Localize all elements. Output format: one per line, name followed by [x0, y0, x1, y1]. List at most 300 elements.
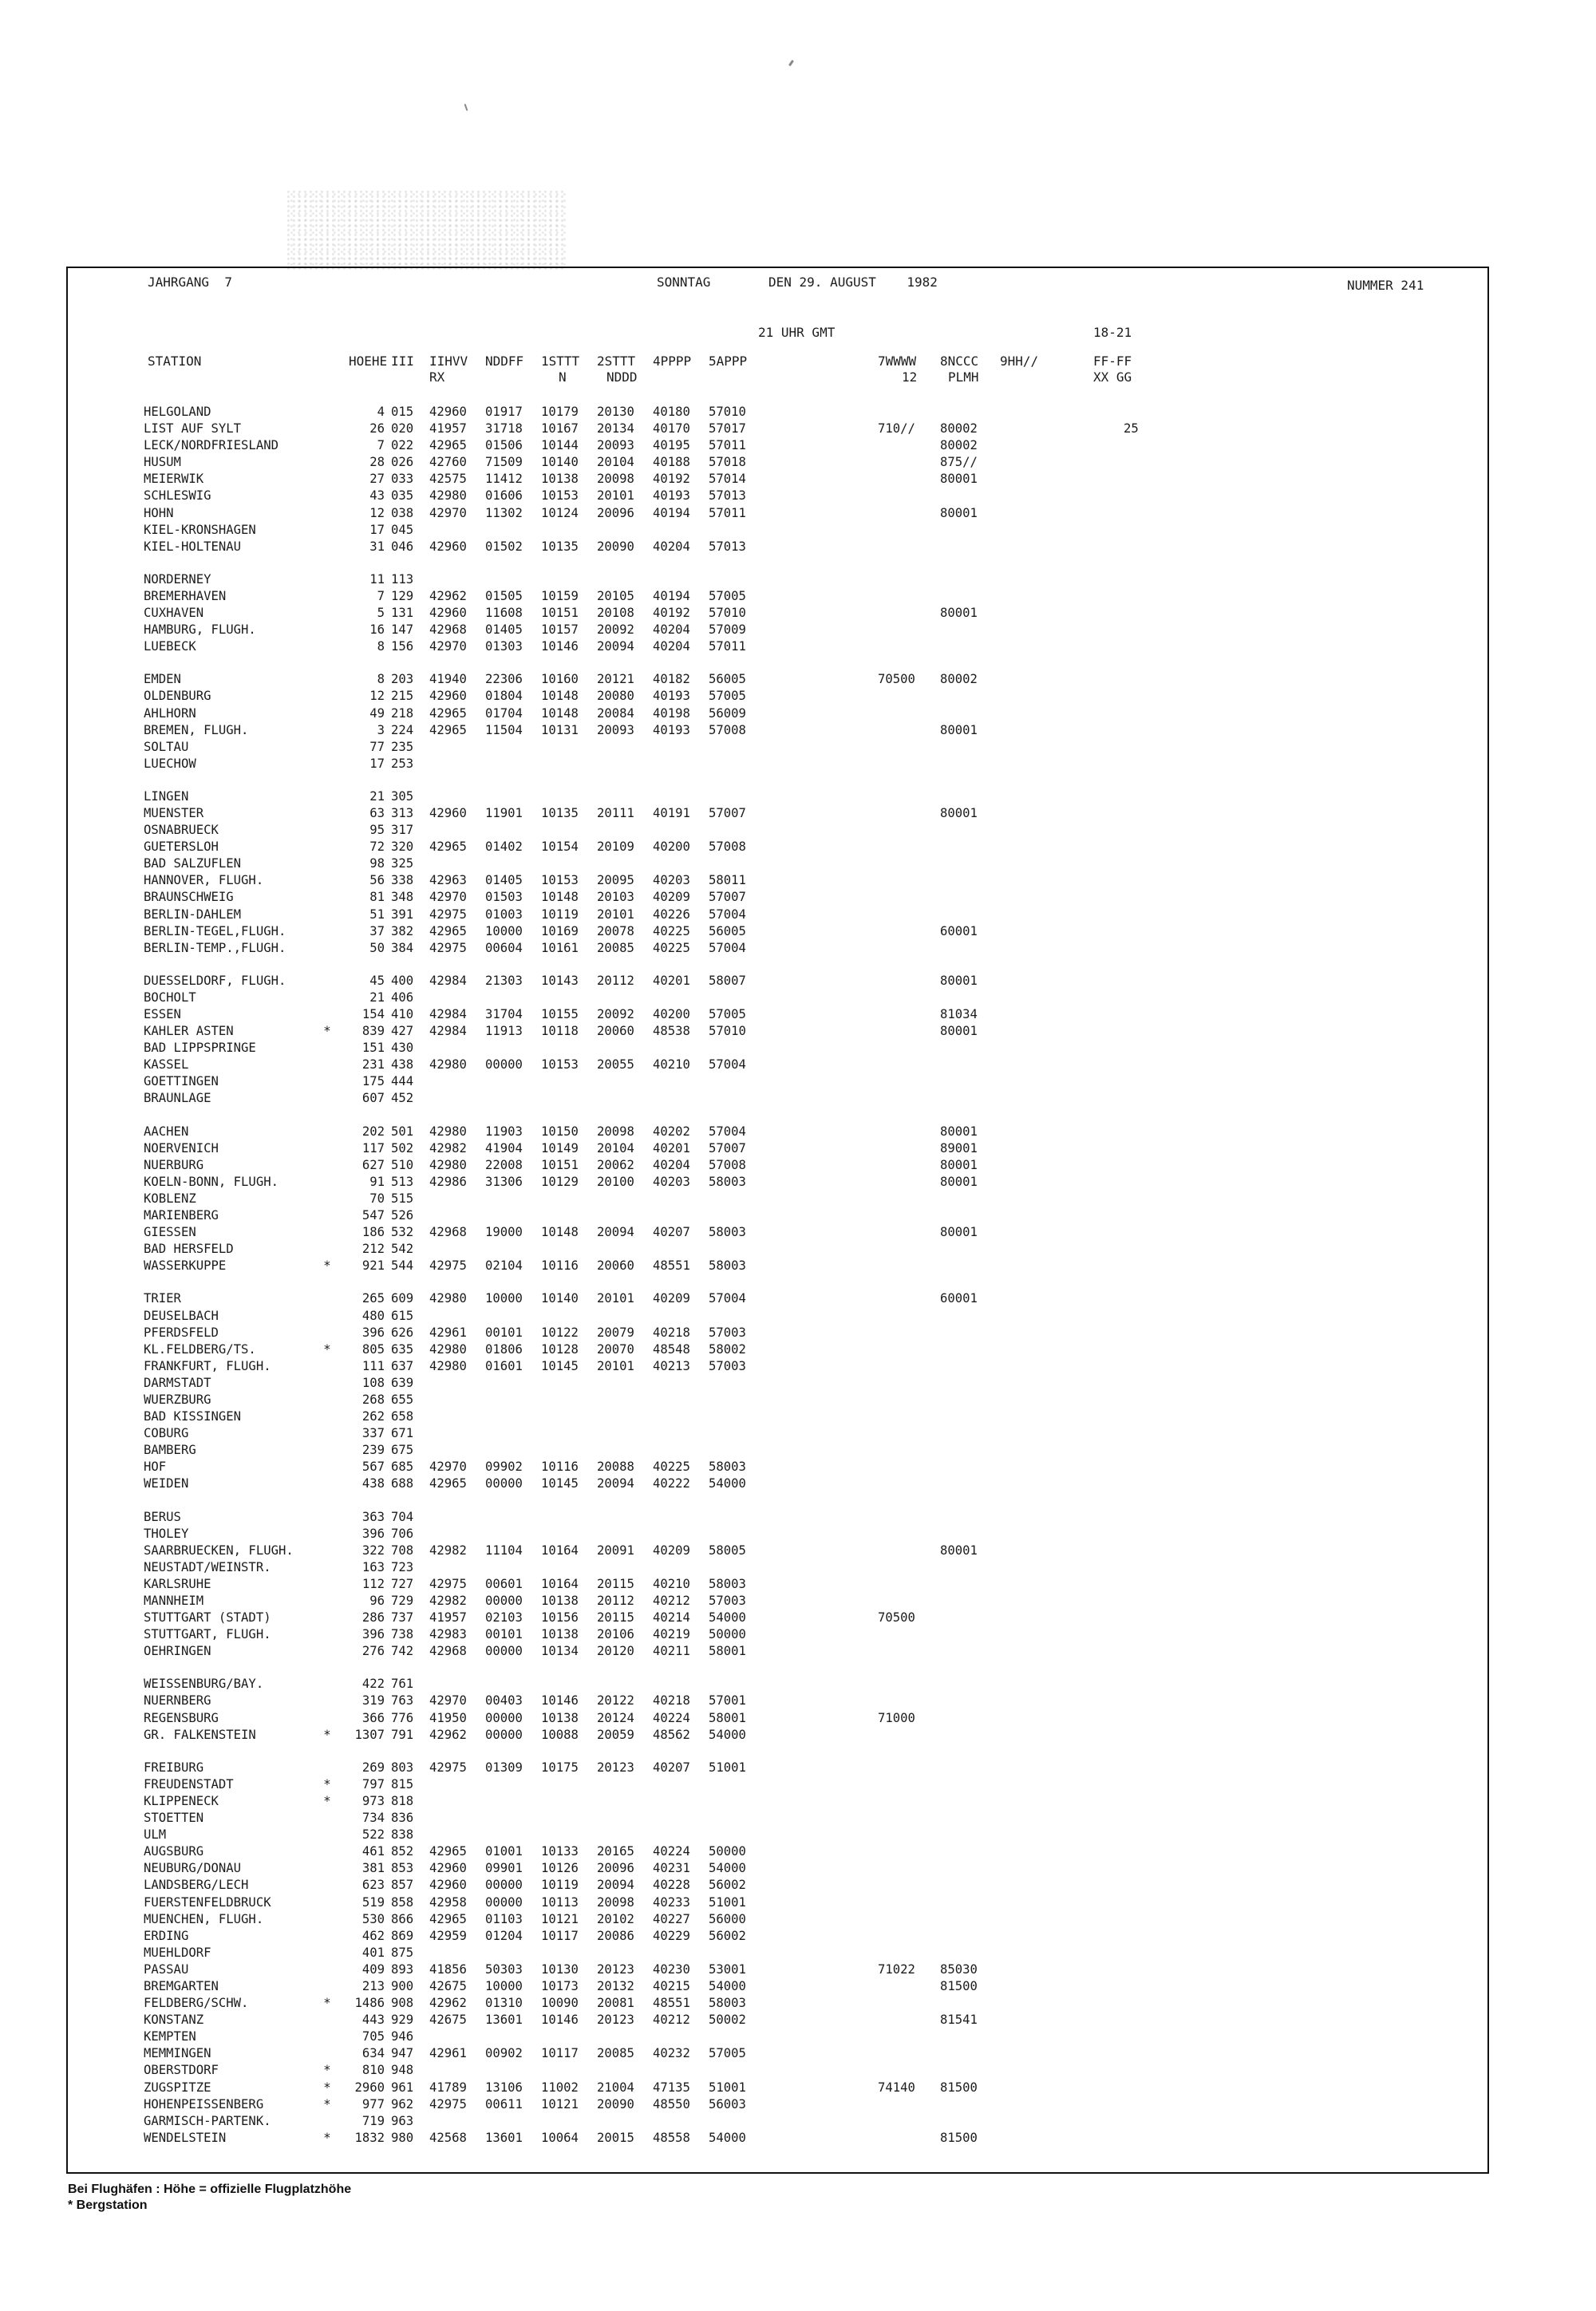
- cell-nddff: 11903: [485, 1124, 523, 1139]
- cell-iii: 948: [391, 2063, 414, 2078]
- cell-iihvv: 42982: [429, 1543, 467, 1558]
- cell-t2: 20062: [597, 1157, 634, 1172]
- cell-t2: 21004: [597, 2080, 634, 2095]
- cell-hoehe: 7: [377, 588, 385, 603]
- cell-p4: 40200: [653, 1007, 690, 1021]
- cell-nddff: 31704: [485, 1007, 523, 1021]
- cell-t2: 20134: [597, 421, 634, 437]
- cell-station: FUERSTENFELDBRUCK: [144, 1894, 271, 1910]
- cell-iii: 738: [391, 1627, 414, 1642]
- cell-p4: 40193: [653, 488, 690, 504]
- cell-hoehe: 607: [361, 1091, 385, 1106]
- cell-hoehe: 17: [369, 522, 385, 537]
- cell-p4: 40227: [653, 1911, 690, 1926]
- cell-iihvv: 42980: [429, 1358, 467, 1373]
- cell-t2: 20108: [597, 606, 634, 621]
- cell-t1: 10090: [541, 1996, 579, 2011]
- cell-p5: 54000: [709, 1727, 746, 1742]
- cell-iii: 704: [391, 1509, 414, 1524]
- cell-cl8: 81541: [940, 2013, 978, 2028]
- cell-iii: 853: [391, 1861, 414, 1876]
- cell-iihvv: 42984: [429, 1024, 467, 1039]
- cell-t1: 10135: [541, 805, 579, 820]
- cell-nddff: 01204: [485, 1928, 523, 1943]
- cell-t1: 10149: [541, 1140, 579, 1156]
- cell-station: ZUGSPITZE: [144, 2080, 211, 2095]
- cell-station: ESSEN: [144, 1007, 181, 1021]
- cell-t1: 10088: [541, 1727, 579, 1742]
- cell-nddff: 10000: [485, 1978, 523, 1993]
- observation-time: 21 UHR GMT: [758, 325, 836, 340]
- cell-station: WEISSENBURG/BAY.: [144, 1677, 264, 1692]
- cell-station: KARLSRUHE: [144, 1576, 211, 1591]
- cell-p4: 40212: [653, 1594, 690, 1608]
- cell-p5: 58003: [709, 1576, 746, 1591]
- cell-p4: 40204: [653, 1157, 690, 1172]
- cell-t1: 10155: [541, 1007, 579, 1021]
- cell-p4: 40180: [653, 405, 690, 419]
- cell-cl8: 60001: [940, 1291, 978, 1306]
- cell-hoehe: 805: [361, 1341, 385, 1357]
- cell-iii: 045: [391, 522, 414, 537]
- cell-p5: 58003: [709, 1996, 746, 2011]
- cell-nddff: 01303: [485, 639, 523, 654]
- cell-t2: 20123: [597, 2013, 634, 2028]
- cell-cl8: 80001: [940, 973, 978, 988]
- cell-p5: 57014: [709, 472, 746, 487]
- cell-p5: 54000: [709, 2130, 746, 2145]
- cell-station: KLIPPENECK: [144, 1793, 219, 1808]
- cell-iii: 729: [391, 1594, 414, 1608]
- cell-iihvv: 42975: [429, 1576, 467, 1591]
- cell-t2: 20105: [597, 588, 634, 603]
- cell-iii: 532: [391, 1225, 414, 1240]
- cell-cl8: 80001: [940, 472, 978, 487]
- cell-iii: 015: [391, 405, 414, 419]
- cell-p4: 40200: [653, 839, 690, 855]
- cell-p5: 54000: [709, 1476, 746, 1491]
- cell-p5: 54000: [709, 1861, 746, 1876]
- cell-hoehe: 91: [369, 1174, 385, 1189]
- cell-p4: 40194: [653, 505, 690, 520]
- cell-p4: 40210: [653, 1576, 690, 1591]
- cell-p5: 56002: [709, 1928, 746, 1943]
- cell-p5: 58003: [709, 1258, 746, 1274]
- cell-p5: 57013: [709, 488, 746, 504]
- cell-station: ULM: [144, 1827, 167, 1843]
- cell-station: COBURG: [144, 1426, 189, 1441]
- cell-cl8: 80001: [940, 1024, 978, 1039]
- cell-p5: 57007: [709, 805, 746, 820]
- cell-iihvv: 42980: [429, 488, 467, 504]
- cell-station: SCHLESWIG: [144, 488, 211, 504]
- cell-hoehe: 461: [361, 1844, 385, 1859]
- cell-cl8: 80001: [940, 1124, 978, 1139]
- cell-cl8: 80001: [940, 1157, 978, 1172]
- cell-p5: 56000: [709, 1911, 746, 1926]
- cell-iihvv: 42980: [429, 1057, 467, 1073]
- cell-nddff: 01309: [485, 1760, 523, 1775]
- cell-iii: 348: [391, 890, 414, 905]
- cell-iii: 320: [391, 839, 414, 855]
- cell-t1: 10164: [541, 1543, 579, 1558]
- cell-nddff: 09902: [485, 1460, 523, 1475]
- cell-iii: 791: [391, 1727, 414, 1742]
- cell-p5: 57008: [709, 722, 746, 737]
- cell-t2: 20094: [597, 1476, 634, 1491]
- cell-iii: 325: [391, 856, 414, 871]
- cell-nddff: 31306: [485, 1174, 523, 1189]
- cell-iii: 963: [391, 2113, 414, 2128]
- cell-station: NORDERNEY: [144, 571, 211, 587]
- cell-nddff: 10000: [485, 923, 523, 938]
- cell-station: GIESSEN: [144, 1225, 196, 1240]
- cell-w7: 74140: [878, 2080, 915, 2095]
- cell-iii: 033: [391, 472, 414, 487]
- cell-nddff: 01003: [485, 907, 523, 922]
- cell-iihvv: 42970: [429, 639, 467, 654]
- cell-hoehe: 462: [361, 1928, 385, 1943]
- cell-station: STUTTGART, FLUGH.: [144, 1627, 271, 1642]
- cell-t2: 20100: [597, 1174, 634, 1189]
- cell-iii: 400: [391, 973, 414, 988]
- cell-station: MEIERWIK: [144, 472, 204, 487]
- cell-iii: 313: [391, 805, 414, 820]
- cell-t1: 10138: [541, 1627, 579, 1642]
- cell-p5: 57018: [709, 455, 746, 470]
- col-ff-sub: XX GG: [1093, 369, 1132, 385]
- cell-iii: 893: [391, 1961, 414, 1977]
- cell-cl8: 81500: [940, 2080, 978, 2095]
- cell-nddff: 13601: [485, 2013, 523, 2028]
- cell-iihvv: 42975: [429, 940, 467, 955]
- cell-mark: *: [323, 2130, 331, 2145]
- cell-cl8: 80001: [940, 1543, 978, 1558]
- cell-hoehe: 63: [369, 805, 385, 820]
- jahrgang: JAHRGANG 7: [148, 275, 232, 290]
- cell-t1: 10113: [541, 1894, 579, 1910]
- cell-hoehe: 268: [361, 1392, 385, 1407]
- cell-p4: 40201: [653, 1140, 690, 1156]
- cell-iihvv: 42960: [429, 606, 467, 621]
- cell-p5: 57005: [709, 1007, 746, 1021]
- cell-iii: 427: [391, 1024, 414, 1039]
- cell-station: BRAUNLAGE: [144, 1091, 211, 1106]
- cell-iii: 900: [391, 1978, 414, 1993]
- cell-station: KASSEL: [144, 1057, 189, 1073]
- cell-iihvv: 42968: [429, 1644, 467, 1659]
- cell-t2: 20093: [597, 438, 634, 453]
- cell-iii: 818: [391, 1793, 414, 1808]
- cell-cl8: 80001: [940, 805, 978, 820]
- cell-hoehe: 50: [369, 940, 385, 955]
- cell-t2: 20121: [597, 672, 634, 687]
- cell-station: LUECHOW: [144, 756, 196, 771]
- cell-p4: 40202: [653, 1124, 690, 1139]
- cell-iii: 708: [391, 1543, 414, 1558]
- cell-t2: 20060: [597, 1024, 634, 1039]
- cell-iii: 961: [391, 2080, 414, 2095]
- cell-hoehe: 186: [361, 1225, 385, 1240]
- cell-hoehe: 623: [361, 1878, 385, 1893]
- cell-iii: 671: [391, 1426, 414, 1441]
- cell-p4: 40209: [653, 1291, 690, 1306]
- cell-hoehe: 3: [377, 722, 385, 737]
- cell-nddff: 22306: [485, 672, 523, 687]
- col-iihvv-sub: RX: [429, 369, 445, 385]
- cell-p5: 57007: [709, 890, 746, 905]
- cell-iihvv: 42965: [429, 839, 467, 855]
- cell-iii: 635: [391, 1341, 414, 1357]
- cell-iii: 203: [391, 672, 414, 687]
- cell-hoehe: 108: [361, 1375, 385, 1390]
- cell-nddff: 00000: [485, 1594, 523, 1608]
- cell-iii: 727: [391, 1576, 414, 1591]
- cell-p4: 40233: [653, 1894, 690, 1910]
- cell-p5: 57010: [709, 405, 746, 419]
- cell-iii: 438: [391, 1057, 414, 1073]
- cell-p5: 57003: [709, 1594, 746, 1608]
- cell-iihvv: 42760: [429, 455, 467, 470]
- cell-nddff: 13106: [485, 2080, 523, 2095]
- cell-station: FREUDENSTADT: [144, 1776, 234, 1792]
- cell-t2: 20095: [597, 873, 634, 888]
- cell-station: TRIER: [144, 1291, 181, 1306]
- cell-p4: 40193: [653, 722, 690, 737]
- cell-p5: 57004: [709, 1124, 746, 1139]
- cell-iii: 875: [391, 1945, 414, 1960]
- cell-iihvv: 42965: [429, 923, 467, 938]
- cell-t1: 10144: [541, 438, 579, 453]
- cell-p5: 57004: [709, 907, 746, 922]
- cell-iihvv: 42961: [429, 1325, 467, 1340]
- cell-t1: 10138: [541, 1594, 579, 1608]
- cell-t2: 20123: [597, 1961, 634, 1977]
- cell-p4: 40213: [653, 1358, 690, 1373]
- cell-hoehe: 4: [377, 405, 385, 419]
- cell-hoehe: 547: [361, 1208, 385, 1223]
- cell-t1: 10117: [541, 2046, 579, 2061]
- cell-iihvv: 41789: [429, 2080, 467, 2095]
- cell-mark: *: [323, 1727, 331, 1742]
- cell-p5: 54000: [709, 1978, 746, 1993]
- cell-p5: 56005: [709, 923, 746, 938]
- cell-p4: 40203: [653, 873, 690, 888]
- cell-p5: 50000: [709, 1627, 746, 1642]
- cell-cl8: 875//: [940, 455, 978, 470]
- cell-station: HELGOLAND: [144, 405, 211, 419]
- cell-t2: 20078: [597, 923, 634, 938]
- cell-hoehe: 396: [361, 1325, 385, 1340]
- cell-p4: 40201: [653, 973, 690, 988]
- cell-station: BERLIN-TEGEL,FLUGH.: [144, 923, 286, 938]
- cell-t1: 10119: [541, 1878, 579, 1893]
- cell-nddff: 00101: [485, 1627, 523, 1642]
- issue-number: NUMMER 241: [1347, 278, 1424, 293]
- cell-hoehe: 262: [361, 1409, 385, 1424]
- cell-station: GUETERSLOH: [144, 839, 219, 855]
- cell-station: MEMMINGEN: [144, 2046, 211, 2061]
- col-station: STATION: [148, 354, 202, 369]
- cell-station: OEHRINGEN: [144, 1644, 211, 1659]
- cell-nddff: 31718: [485, 421, 523, 437]
- cell-iii: 869: [391, 1928, 414, 1943]
- cell-station: LINGEN: [144, 788, 189, 804]
- cell-p4: 40182: [653, 672, 690, 687]
- cell-cl8: 80001: [940, 1225, 978, 1240]
- cell-iihvv: 42984: [429, 973, 467, 988]
- cell-hoehe: 269: [361, 1760, 385, 1775]
- cell-p5: 56005: [709, 672, 746, 687]
- cell-station: CUXHAVEN: [144, 606, 204, 621]
- cell-hoehe: 72: [369, 839, 385, 855]
- cell-mark: *: [323, 2096, 331, 2112]
- cell-station: NEUSTADT/WEINSTR.: [144, 1559, 271, 1574]
- cell-nddff: 01001: [485, 1844, 523, 1859]
- cell-hoehe: 396: [361, 1526, 385, 1541]
- cell-hoehe: 95: [369, 823, 385, 838]
- cell-p5: 56009: [709, 705, 746, 721]
- cell-p4: 40204: [653, 639, 690, 654]
- cell-station: DEUSELBACH: [144, 1308, 219, 1323]
- cell-iii: 038: [391, 505, 414, 520]
- cell-iihvv: 41957: [429, 1610, 467, 1626]
- cell-hoehe: 422: [361, 1677, 385, 1692]
- cell-iii: 639: [391, 1375, 414, 1390]
- cell-hoehe: 5: [377, 606, 385, 621]
- cell-t1: 10122: [541, 1325, 579, 1340]
- cell-iii: 723: [391, 1559, 414, 1574]
- cell-p4: 40191: [653, 805, 690, 820]
- cell-t2: 20059: [597, 1727, 634, 1742]
- cell-hoehe: 322: [361, 1543, 385, 1558]
- cell-nddff: 02104: [485, 1258, 523, 1274]
- cell-nddff: 01405: [485, 873, 523, 888]
- cell-p4: 48562: [653, 1727, 690, 1742]
- cell-iii: 947: [391, 2046, 414, 2061]
- cell-p5: 57010: [709, 606, 746, 621]
- cell-hoehe: 26: [369, 421, 385, 437]
- cell-w7: 71000: [878, 1710, 915, 1725]
- cell-iihvv: 42960: [429, 539, 467, 554]
- cell-nddff: 22008: [485, 1157, 523, 1172]
- cell-iii: 685: [391, 1460, 414, 1475]
- cell-hoehe: 12: [369, 689, 385, 704]
- cell-hoehe: 409: [361, 1961, 385, 1977]
- cell-station: HOHENPEISSENBERG: [144, 2096, 264, 2112]
- cell-station: OBERSTDORF: [144, 2063, 219, 2078]
- cell-p5: 58001: [709, 1710, 746, 1725]
- cell-hoehe: 28: [369, 455, 385, 470]
- cell-p5: 56003: [709, 2096, 746, 2112]
- cell-hoehe: 98: [369, 856, 385, 871]
- cell-t2: 20084: [597, 705, 634, 721]
- cell-iii: 776: [391, 1710, 414, 1725]
- cell-p5: 58002: [709, 1341, 746, 1357]
- cell-iii: 803: [391, 1760, 414, 1775]
- cell-nddff: 01502: [485, 539, 523, 554]
- cell-t1: 10148: [541, 689, 579, 704]
- cell-iihvv: 42965: [429, 705, 467, 721]
- cell-t2: 20070: [597, 1341, 634, 1357]
- cell-hoehe: 810: [361, 2063, 385, 2078]
- cell-nddff: 13601: [485, 2130, 523, 2145]
- cell-cl8: 80002: [940, 438, 978, 453]
- cell-p4: 40225: [653, 1460, 690, 1475]
- cell-iihvv: 42975: [429, 1760, 467, 1775]
- cell-p4: 47135: [653, 2080, 690, 2095]
- cell-station: BAMBERG: [144, 1443, 196, 1458]
- cell-hoehe: 45: [369, 973, 385, 988]
- cell-station: BREMGARTEN: [144, 1978, 219, 1993]
- cell-t1: 10161: [541, 940, 579, 955]
- cell-cl8: 80002: [940, 421, 978, 437]
- cell-p4: 40218: [653, 1325, 690, 1340]
- cell-hoehe: 70: [369, 1191, 385, 1206]
- cell-iii: 962: [391, 2096, 414, 2112]
- cell-hoehe: 96: [369, 1594, 385, 1608]
- cell-mark: *: [323, 1776, 331, 1792]
- cell-p4: 40214: [653, 1610, 690, 1626]
- cell-t2: 20112: [597, 973, 634, 988]
- cell-p5: 57011: [709, 438, 746, 453]
- cell-iii: 253: [391, 756, 414, 771]
- cell-p4: 48551: [653, 1996, 690, 2011]
- cell-t1: 10129: [541, 1174, 579, 1189]
- col-2sttt: 2STTT: [597, 354, 636, 369]
- cell-station: KOBLENZ: [144, 1191, 196, 1206]
- cell-iii: 452: [391, 1091, 414, 1106]
- cell-p4: 40195: [653, 438, 690, 453]
- cell-iii: 908: [391, 1996, 414, 2011]
- cell-hoehe: 231: [361, 1057, 385, 1073]
- cell-t1: 10145: [541, 1358, 579, 1373]
- cell-iii: 235: [391, 739, 414, 754]
- cell-hoehe: 81: [369, 890, 385, 905]
- cell-station: HOF: [144, 1460, 167, 1475]
- cell-t2: 20130: [597, 405, 634, 419]
- cell-p5: 57003: [709, 1358, 746, 1373]
- cell-mark: *: [323, 1793, 331, 1808]
- cell-hoehe: 202: [361, 1124, 385, 1139]
- cell-p5: 51001: [709, 2080, 746, 2095]
- cell-iii: 046: [391, 539, 414, 554]
- cell-t1: 10138: [541, 1710, 579, 1725]
- cell-p4: 40203: [653, 1174, 690, 1189]
- col-hoehe: HOEHE: [349, 354, 388, 369]
- cell-p5: 58011: [709, 873, 746, 888]
- cell-t1: 10169: [541, 923, 579, 938]
- cell-iihvv: 41856: [429, 1961, 467, 1977]
- cell-iihvv: 42975: [429, 907, 467, 922]
- cell-p4: 40212: [653, 2013, 690, 2028]
- cell-t2: 20015: [597, 2130, 634, 2145]
- cell-w7: 70500: [878, 672, 915, 687]
- cell-iii: 113: [391, 571, 414, 587]
- cell-station: LANDSBERG/LECH: [144, 1878, 249, 1893]
- cell-iihvv: 42965: [429, 1476, 467, 1491]
- cell-iii: 852: [391, 1844, 414, 1859]
- cell-hoehe: 363: [361, 1509, 385, 1524]
- cell-station: KOELN-BONN, FLUGH.: [144, 1174, 279, 1189]
- cell-t1: 10135: [541, 539, 579, 554]
- cell-iihvv: 42983: [429, 1627, 467, 1642]
- cell-p4: 40198: [653, 705, 690, 721]
- cell-station: GARMISCH-PARTENK.: [144, 2113, 271, 2128]
- cell-t1: 10157: [541, 622, 579, 638]
- cell-nddff: 11504: [485, 722, 523, 737]
- cell-iii: 510: [391, 1157, 414, 1172]
